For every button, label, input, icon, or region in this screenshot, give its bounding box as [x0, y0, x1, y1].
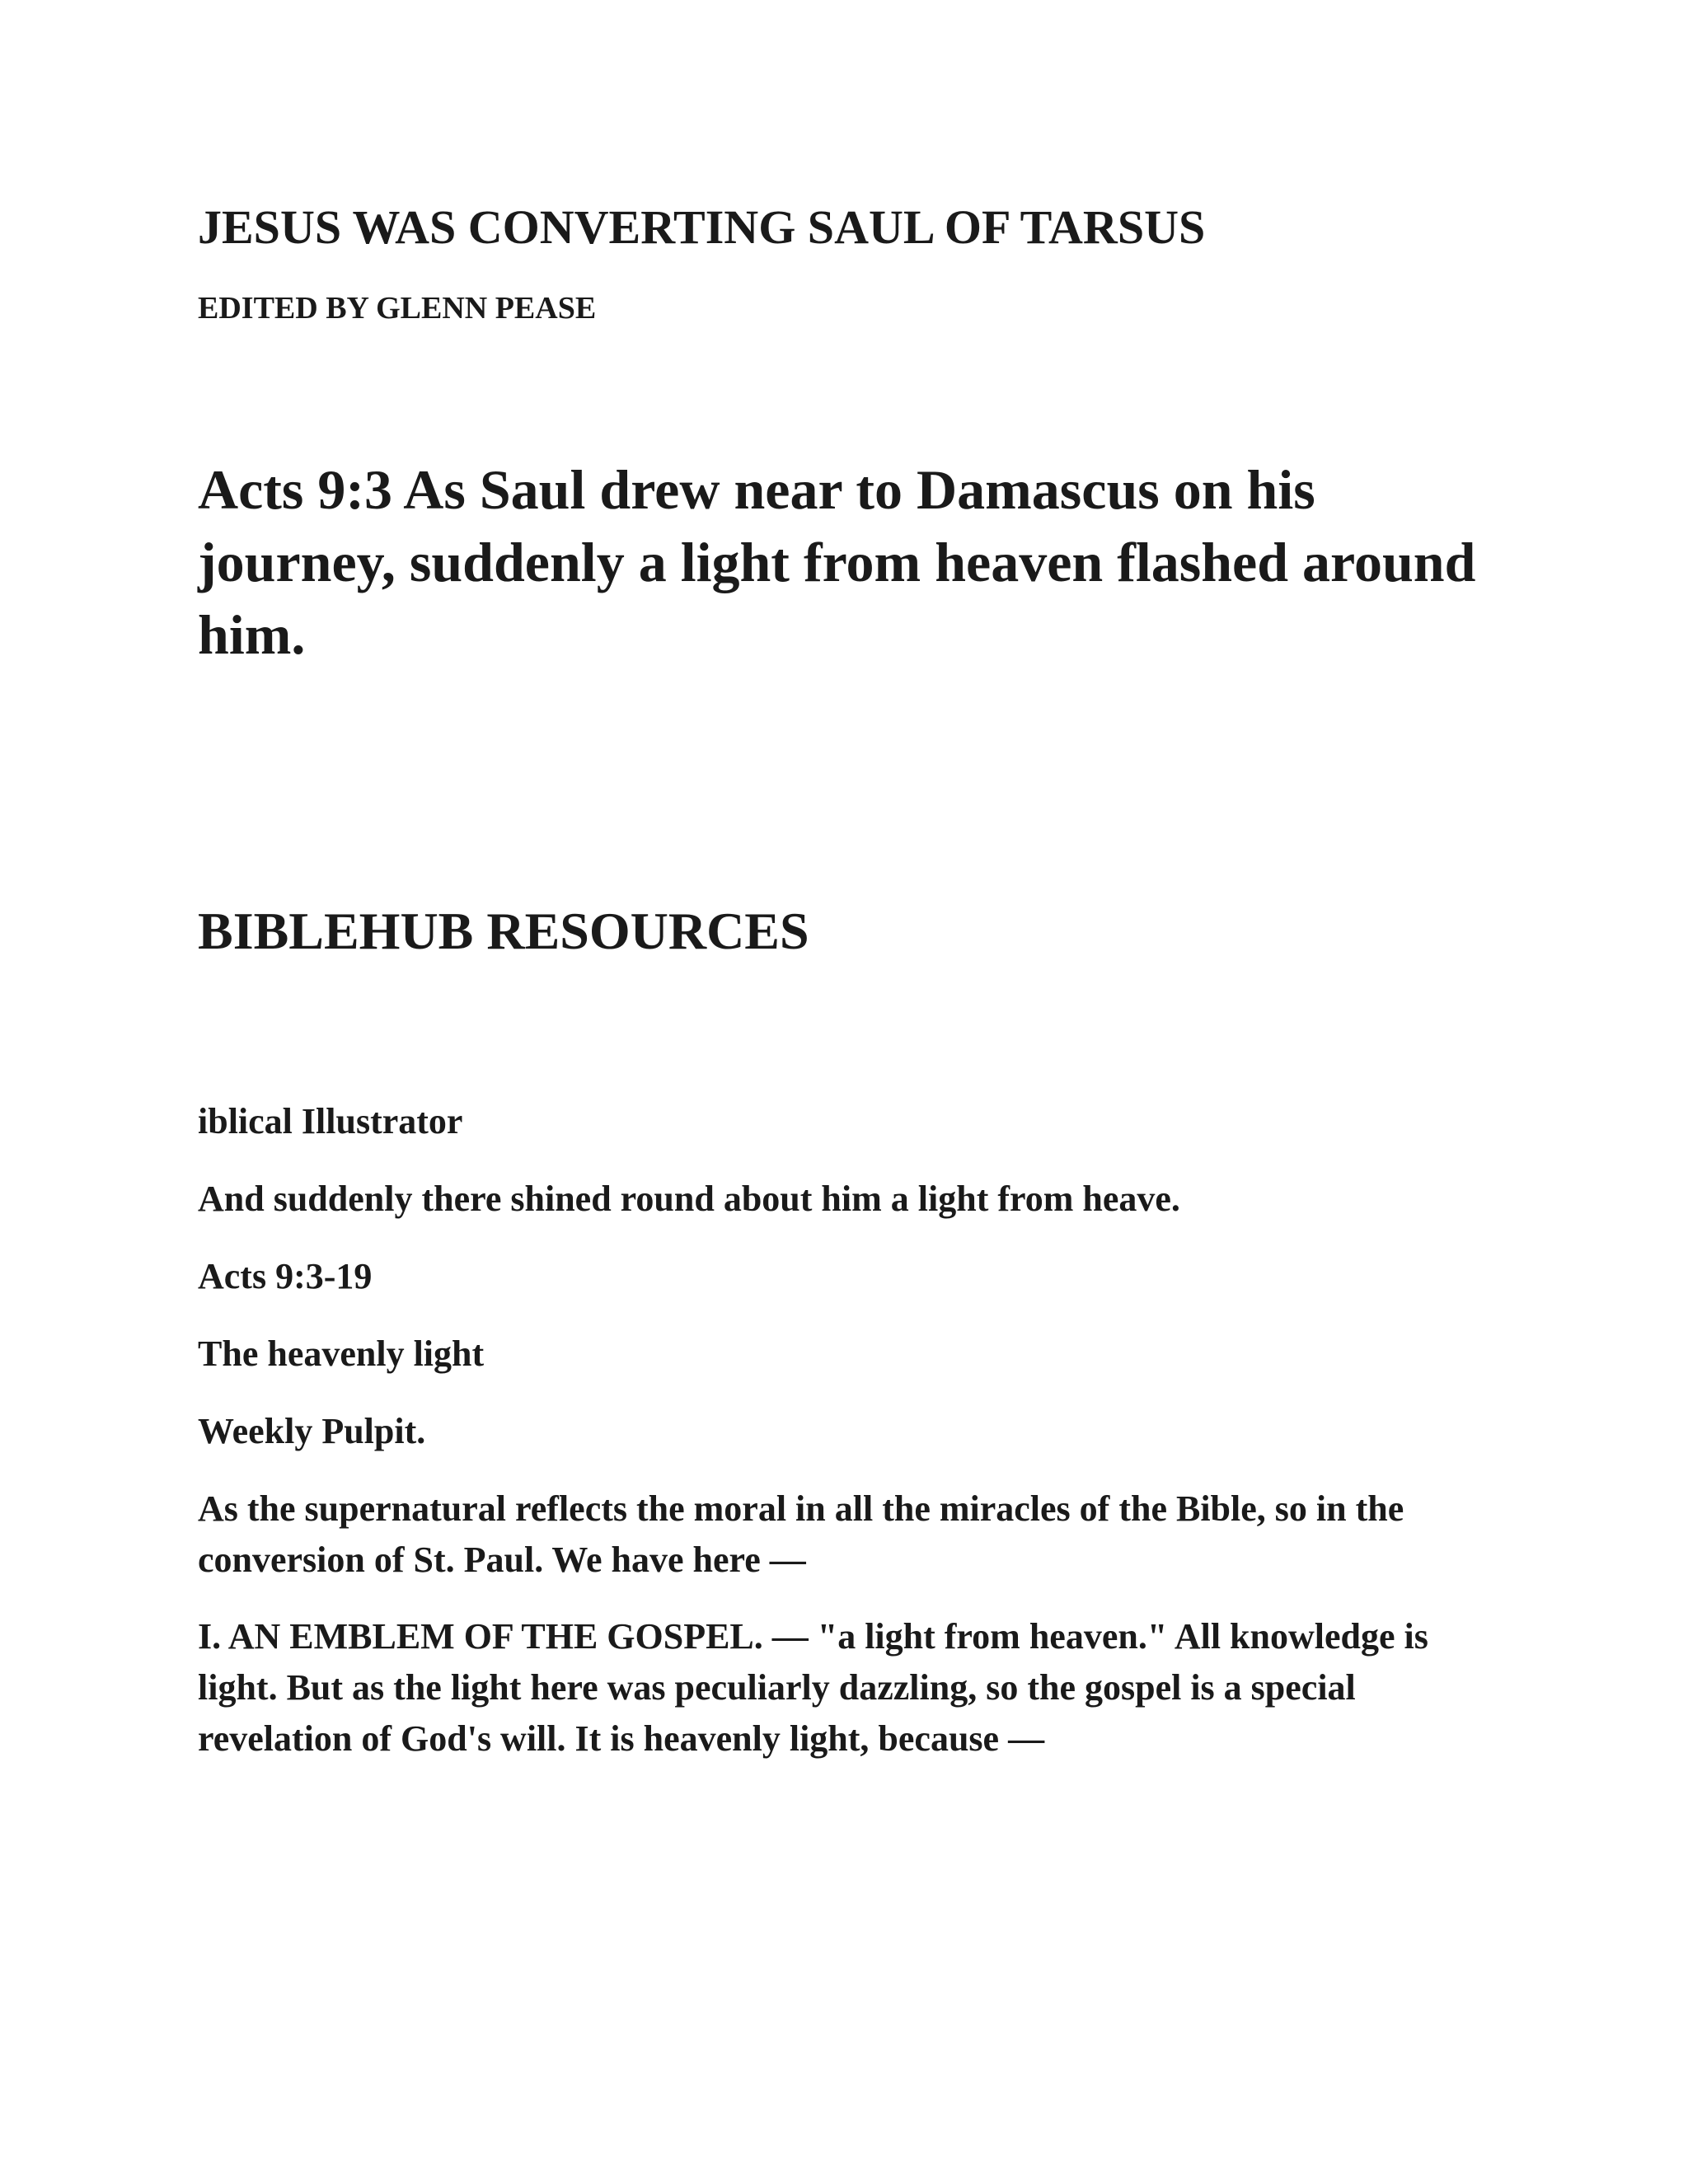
paragraph-intro: As the supernatural reflects the moral in all the miracles of the Bible, so in the conversion of St. Paul. We have here —	[198, 1488, 1404, 1580]
document-title: JESUS WAS CONVERTING SAUL OF TARSUS	[198, 200, 1206, 254]
section-heading: BIBLEHUB RESOURCES	[198, 902, 809, 960]
verse-heading: Acts 9:3 As Saul drew near to Damascus on his journey, suddenly a light from heaven flashed around him.	[198, 458, 1476, 666]
scripture-reference: Acts 9:3-19	[198, 1256, 373, 1296]
paragraph-emblem: I. AN EMBLEM OF THE GOSPEL. — "a light from heaven." All knowledge is light. But as the light here was peculiarly dazzling, so the gospel is a special revelation of God's will. It is heavenly light, because —	[198, 1616, 1428, 1759]
source-name: iblical Illustrator	[198, 1101, 463, 1141]
subheading: The heavenly light	[198, 1333, 485, 1374]
editor-line: EDITED BY GLENN PEASE	[198, 291, 597, 326]
author-line: Weekly Pulpit.	[198, 1411, 426, 1451]
quote-line: And suddenly there shined round about him a light from heave.	[198, 1179, 1180, 1219]
